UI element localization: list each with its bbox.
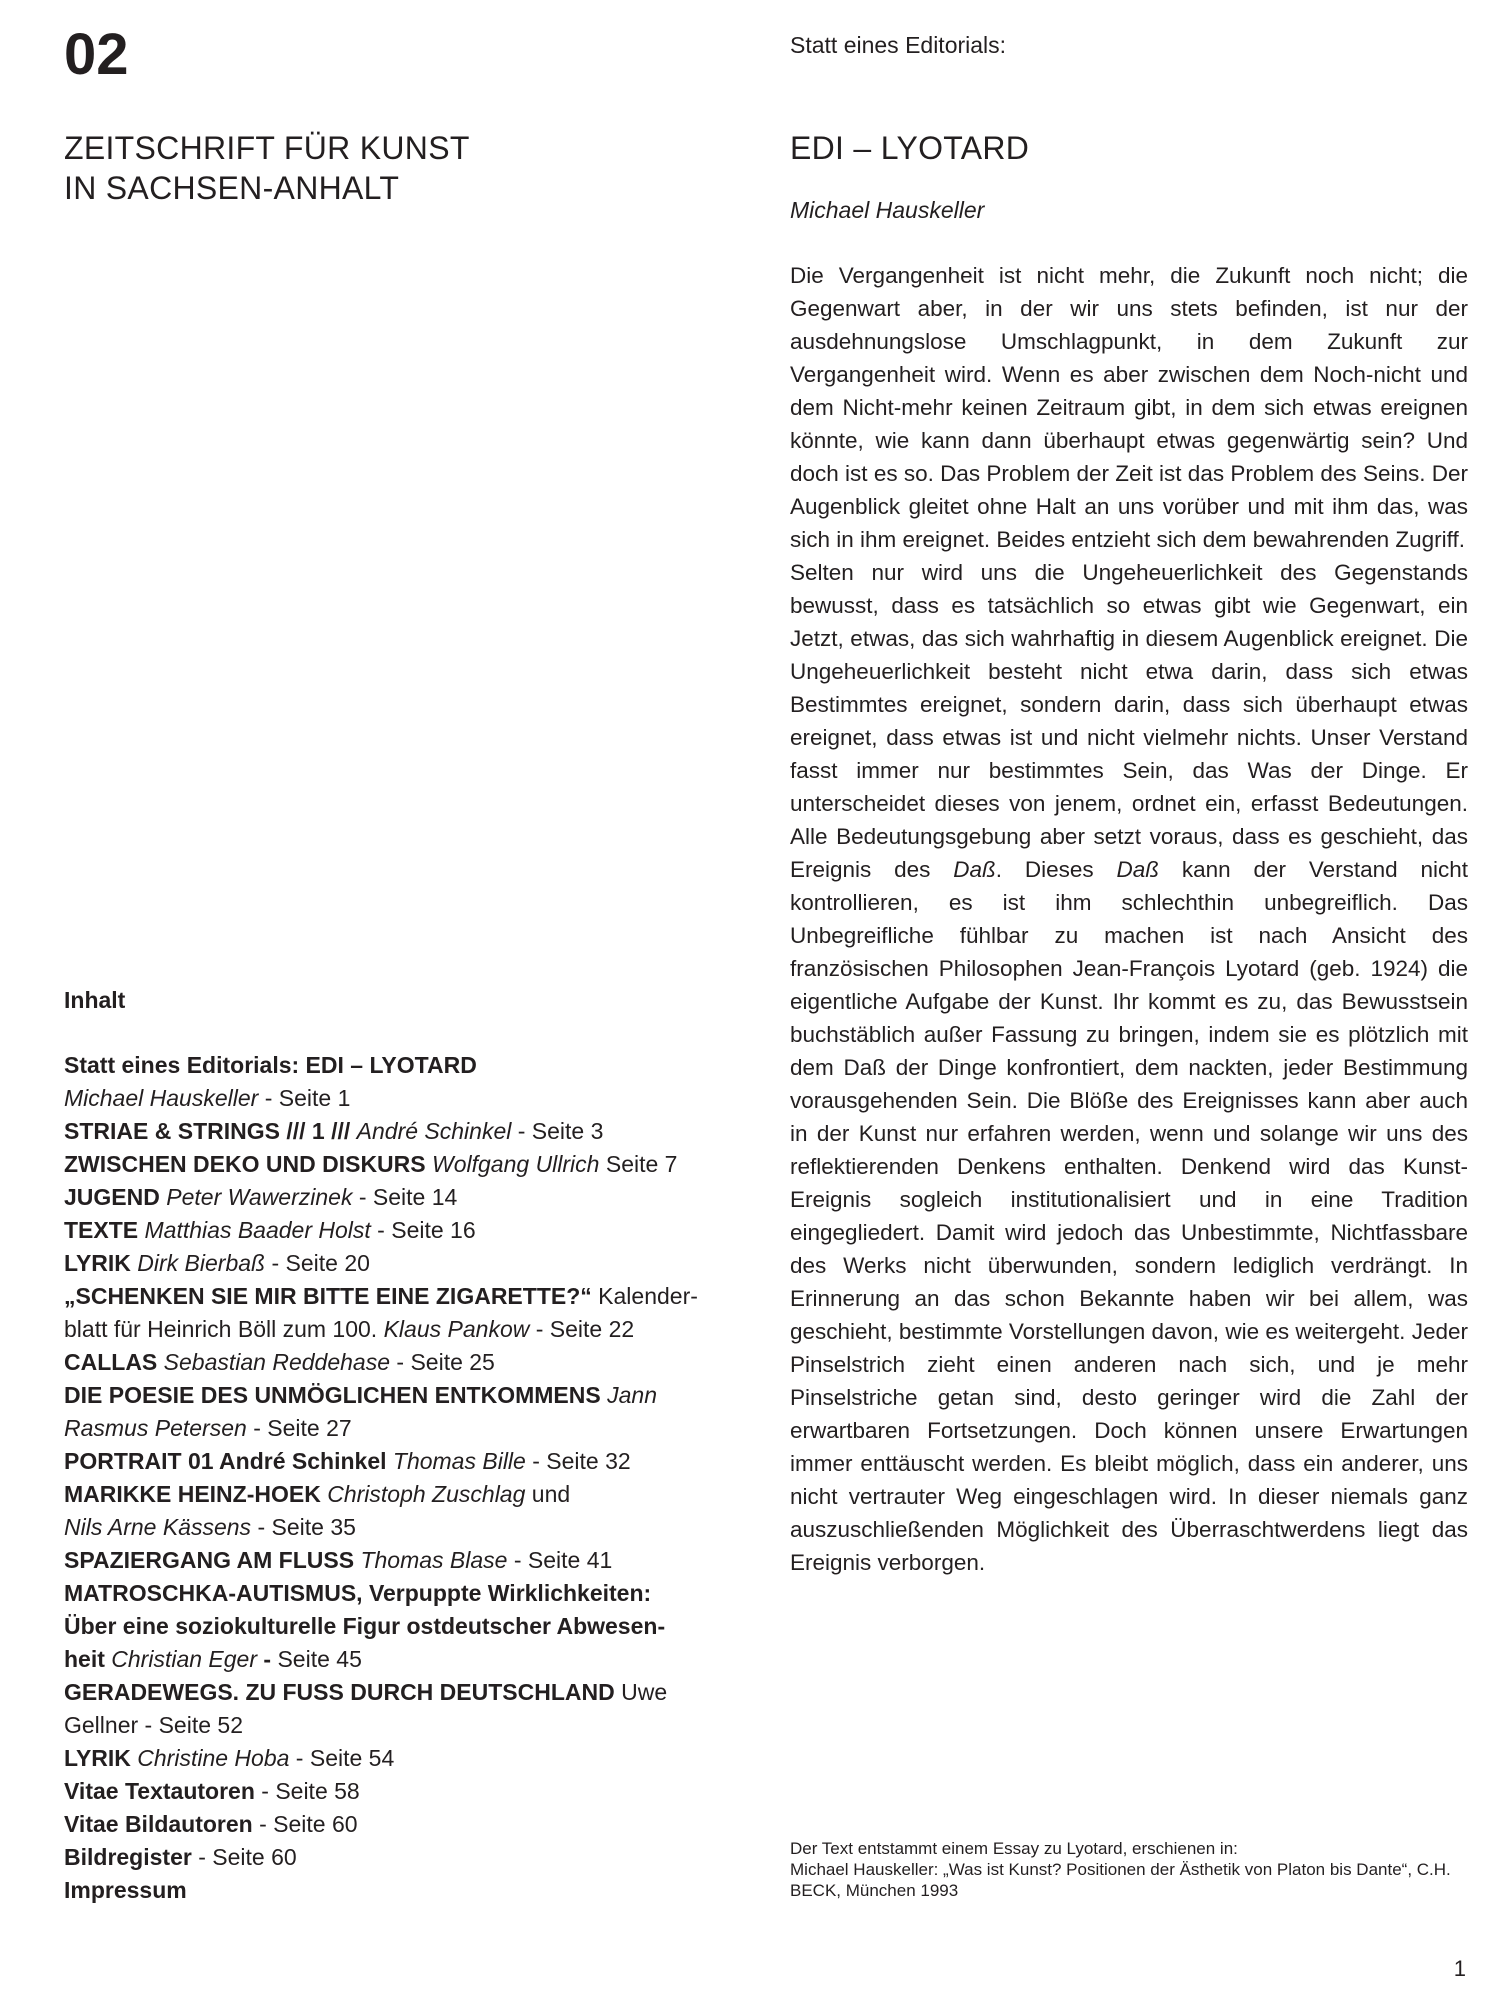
contents-entry-text: - Seite 35 [251, 1514, 356, 1540]
contents-entry-italic: Nils Arne Kässens [64, 1514, 252, 1540]
article-author: Michael Hauskeller [790, 197, 985, 223]
contents-entry-title: LYRIK [64, 1745, 131, 1771]
article-run-text: Die Vergangenheit ist nicht mehr, die Zukunft noch nicht; die Gegenwart aber, in der wir uns stets befinden, ist nur der ausdehnungslose Umschlagpunkt, in dem Zukunft zur Vergangenheit wird. Wenn es aber zwischen dem Noch-nicht und dem Nicht-mehr keinen Zeitraum gibt, in dem sich etwas ereignen könnte, wie kann dann überhaupt etwas gegenwärtig sein? Und doch ist es so. Das Problem der Zeit ist das Problem des Seins. Der Augenblick gleitet ohne Halt an uns vorüber und mit ihm das, was sich in ihm ereignet. Beides entzieht sich dem bewahrenden Zugriff. [790, 263, 1468, 552]
contents-entry [64, 1709, 744, 1742]
contents-entry-title: ZWISCHEN DEKO UND DISKURS [64, 1151, 426, 1177]
contents-entry [64, 1577, 744, 1610]
contents-entry [64, 1049, 744, 1082]
source-note [790, 1838, 1468, 1901]
magazine-title-line-1: ZEITSCHRIFT FÜR KUNST [64, 130, 470, 166]
contents-entry-text: - Seite 32 [525, 1448, 631, 1474]
contents-entry-text: - Seite 25 [390, 1349, 495, 1375]
contents-entry-italic: Christian Eger [111, 1646, 258, 1672]
contents-entry-title: Über eine soziokulturelle Figur ostdeutscher Abwesen- [64, 1613, 666, 1639]
contents-entry-text: und [525, 1481, 571, 1507]
contents-entry-title: heit [64, 1646, 105, 1672]
contents-entry-text: - Seite 16 [370, 1217, 476, 1243]
contents-entry-text: Seite 45 [271, 1646, 362, 1672]
article-paragraph [790, 259, 1468, 556]
contents-entry-text: - Seite 54 [289, 1745, 395, 1771]
contents-entry-italic: Thomas Bille [392, 1448, 526, 1474]
contents-entry-text: - Seite 41 [507, 1547, 613, 1573]
source-note-line: Der Text entstammt einem Essay zu Lyotard, erschienen in: [790, 1839, 1238, 1858]
contents-entry-title: JUGEND [64, 1184, 160, 1210]
contents-entry [64, 1478, 744, 1511]
page-number: 1 [1453, 1956, 1466, 1981]
contents-entry [64, 1214, 744, 1247]
contents-entry [64, 1445, 744, 1478]
contents-list [64, 1049, 744, 1907]
contents-entry-text: Kalender- [591, 1283, 698, 1309]
contents-entry [64, 1775, 744, 1808]
contents-entry [64, 1280, 744, 1313]
contents-entry [64, 1379, 744, 1412]
contents-entry-italic: Peter Wawerzinek [166, 1184, 353, 1210]
contents-entry-italic: Klaus Pankow [383, 1316, 530, 1342]
article-run-text: kann der Verstand nicht kontrollieren, es ist ihm schlechthin unbegreiflich. Das Unbegreifliche fühlbar zu machen ist nach Ansicht des französischen Philosophen Jean-François Lyotard (geb. 1924) die eigentliche Aufgabe der Kunst. Ihr kommt es zu, das Bewusstsein buchstäblich außer Fassung zu bringen, indem sie es plötzlich mit dem Daß der Dinge konfrontiert, dem nackten, jeder Bestimmung vorausgehenden Sein. Die Blöße des Ereignisses kann aber auch in der Kunst nur erfahren werden, wenn und solange wir uns des reflektierenden Denkens enthalten. Denkend wird das Kunst-Ereignis sogleich institutionalisiert und in eine Tradition eingegliedert. Damit wird jedoch das Unbestimmte, Nichtfassbare des Werks nicht überwunden, sondern lediglich verdrängt. In Erinnerung an das schon Bekannte haben wir bei allem, was geschieht, bestimmte Vorstellungen davon, wie es weitergeht. Jeder Pinselstrich zieht einen anderen nach sich, und je mehr Pinselstriche getan sind, desto geringer wird die Zahl der erwartbaren Fortsetzungen. Doch können unsere Erwartungen immer enttäuscht werden. Es bleibt möglich, dass ein anderer, uns nicht vertrauter Weg eingeschlagen wird. In dieser niemals ganz auszuschließenden Möglichkeit des Überraschtwerdens liegt das Ereignis verborgen. [790, 857, 1469, 1575]
contents-entry-text: - Seite 14 [352, 1184, 458, 1210]
contents-entry-title: LYRIK [64, 1250, 131, 1276]
article-run-italic: Daß [953, 857, 996, 882]
contents-entry-title: Statt eines Editorials: EDI – LYOTARD [64, 1052, 477, 1078]
contents-entry-italic: Sebastian Reddehase [163, 1349, 391, 1375]
contents-entry-italic: Christine Hoba [137, 1745, 290, 1771]
contents-entry-title: GERADEWEGS. ZU FUSS DURCH DEUTSCHLAND [64, 1679, 615, 1705]
contents-entry [64, 1115, 744, 1148]
contents-entry-italic: Matthias Baader Holst [144, 1217, 371, 1243]
contents-entry-title: MATROSCHKA-AUTISMUS, Verpuppte Wirklichkeiten: [64, 1580, 652, 1606]
contents-entry-italic: Christoph Zuschlag [327, 1481, 526, 1507]
contents-entry [64, 1346, 744, 1379]
contents-entry-text: - Seite 58 [254, 1778, 360, 1804]
contents-entry-text: blatt für Heinrich Böll zum 100. [64, 1316, 384, 1342]
contents-entry-text: - Seite 60 [252, 1811, 358, 1837]
contents-entry [64, 1412, 744, 1445]
contents-entry-text: - Seite 22 [529, 1316, 635, 1342]
contents-entry-italic: Dirk Bierbaß [137, 1250, 266, 1276]
contents-entry-italic: Rasmus Petersen [64, 1415, 247, 1441]
contents-entry-title: SPAZIERGANG AM FLUSS [64, 1547, 355, 1573]
magazine-title [64, 128, 684, 208]
contents-entry-text: Uwe [614, 1679, 668, 1705]
contents-entry-title: Vitae Textautoren [64, 1778, 255, 1804]
contents-entry-italic: Michael Hauskeller [64, 1085, 259, 1111]
contents-entry [64, 1082, 744, 1115]
contents-entry-italic: Wolfgang Ullrich [432, 1151, 600, 1177]
contents-entry-title: Vitae Bildautoren [64, 1811, 253, 1837]
contents-entry [64, 1544, 744, 1577]
contents-entry [64, 1808, 744, 1841]
contents-entry-title: Impressum [64, 1877, 187, 1903]
contents-entry [64, 1148, 744, 1181]
contents-entry-title: MARIKKE HEINZ-HOEK [64, 1481, 321, 1507]
contents-entry-title: - [263, 1646, 272, 1672]
article-run-text: . Dieses [995, 857, 1117, 882]
contents-entry-text: - Seite 20 [265, 1250, 370, 1276]
table-of-contents [64, 984, 744, 1907]
contents-entry [64, 1874, 744, 1907]
contents-entry-text: Seite 7 [599, 1151, 678, 1177]
contents-entry [64, 1643, 744, 1676]
contents-entry-italic: Jann [607, 1382, 657, 1408]
contents-heading: Inhalt [64, 987, 126, 1013]
contents-entry [64, 1181, 744, 1214]
magazine-title-line-2: IN SACHSEN-ANHALT [64, 170, 400, 206]
article-title: EDI – LYOTARD [790, 130, 1030, 166]
issue-number: 02 [64, 22, 129, 87]
article-kicker: Statt eines Editorials: [790, 32, 1007, 58]
source-note-line: Michael Hauskeller: „Was ist Kunst? Positionen der Ästhetik von Platon bis Dante“, C.H. BECK, München 1993 [790, 1860, 1451, 1900]
contents-entry-title: PORTRAIT 01 André Schinkel [64, 1448, 387, 1474]
contents-entry-text: - Seite 27 [246, 1415, 352, 1441]
article-run-italic: Daß [1116, 857, 1159, 882]
contents-entry-text: - Seite 60 [191, 1844, 297, 1870]
contents-entry-title: „SCHENKEN SIE MIR BITTE EINE ZIGARETTE?“ [64, 1283, 592, 1309]
contents-entry [64, 1511, 744, 1544]
article-body [790, 259, 1468, 1579]
article-run-text: Selten nur wird uns die Ungeheuerlichkeit des Gegenstands bewusst, dass es tatsächlich so etwas gibt wie Gegenwart, ein Jetzt, etwas, das sich wahrhaftig in diesem Augenblick ereignet. Die Ungeheuerlichkeit besteht nicht etwa darin, dass sich etwas Bestimmtes ereignet, sondern darin, dass sich überhaupt etwas ereignet, dass etwas ist und nicht vielmehr nichts. Unser Verstand fasst immer nur bestimmtes Sein, das Was der Dinge. Er unterscheidet dieses von jenem, ordnet ein, erfasst Bedeutungen. Alle Bedeutungsgebung aber setzt voraus, dass es geschieht, das Ereignis des [790, 560, 1468, 882]
contents-entry [64, 1247, 744, 1280]
contents-entry [64, 1742, 744, 1775]
contents-entry-title: TEXTE [64, 1217, 139, 1243]
contents-entry-text: - Seite 3 [511, 1118, 604, 1144]
contents-entry [64, 1313, 744, 1346]
contents-entry [64, 1676, 744, 1709]
contents-entry-title: Bildregister [64, 1844, 192, 1870]
contents-entry-italic: Thomas Blase [360, 1547, 508, 1573]
contents-entry-title: STRIAE & STRINGS /// 1 /// [64, 1118, 351, 1144]
contents-entry [64, 1610, 744, 1643]
contents-entry [64, 1841, 744, 1874]
contents-entry-text: Gellner - Seite 52 [64, 1712, 243, 1738]
article-paragraph [790, 556, 1468, 1579]
contents-entry-title: DIE POESIE DES UNMÖGLICHEN ENTKOMMENS [64, 1382, 601, 1408]
contents-entry-italic: André Schinkel [356, 1118, 512, 1144]
contents-entry-title: CALLAS [64, 1349, 158, 1375]
contents-entry-text: - Seite 1 [258, 1085, 351, 1111]
